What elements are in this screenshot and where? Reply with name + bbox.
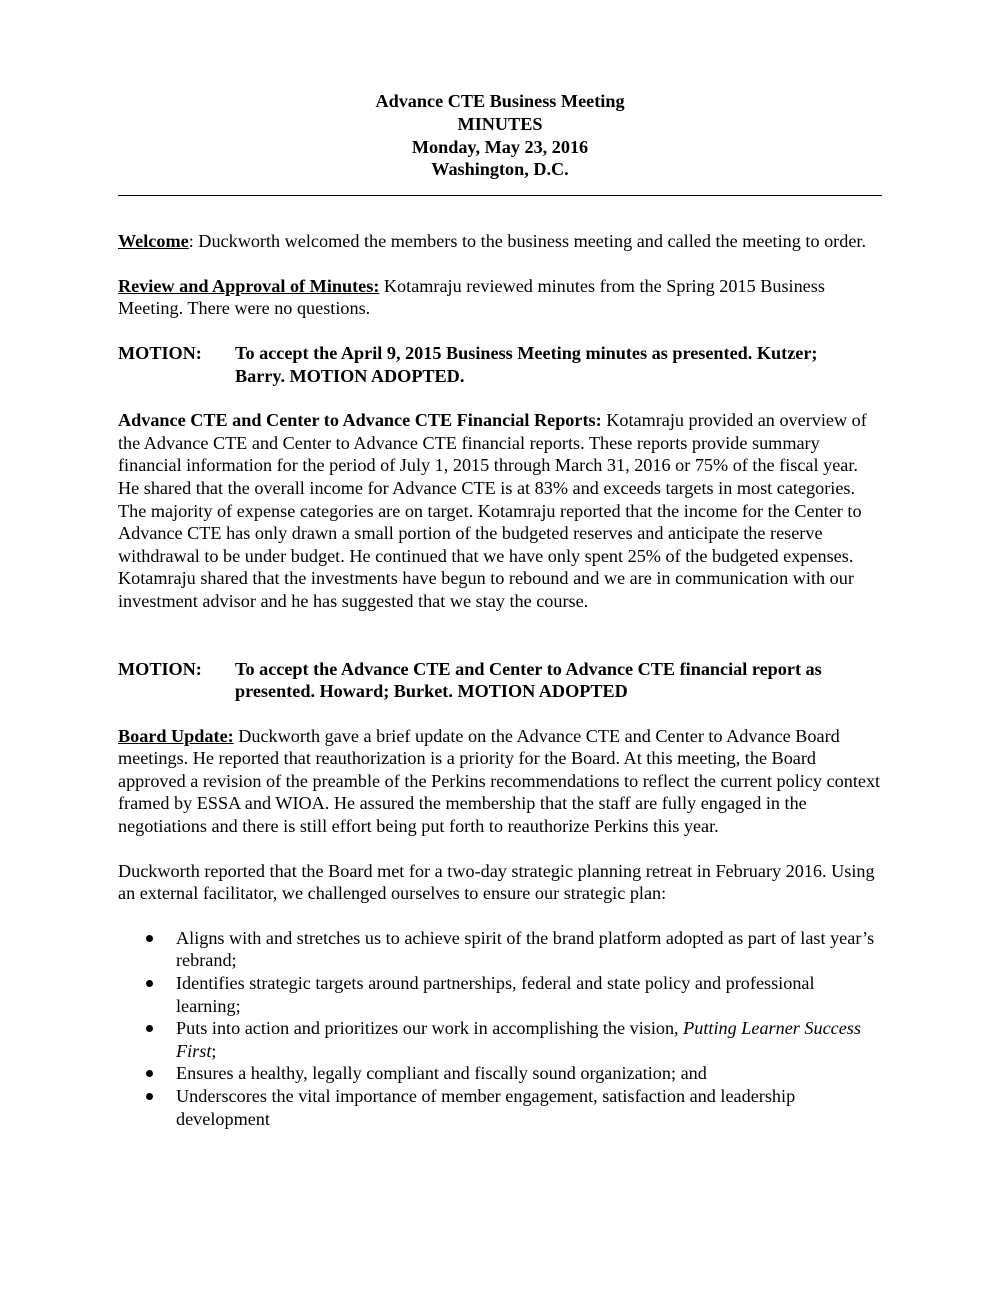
bullet-icon (146, 1093, 153, 1100)
financial-paragraph (118, 409, 882, 612)
review-text: Kotamraju reviewed minutes from the Spring 2015 Business Meeting. There were no questions. (118, 275, 825, 319)
minutes-title: MINUTES (457, 113, 543, 134)
meeting-location: Washington, D.C. (431, 159, 569, 180)
header-divider (118, 195, 882, 196)
motion-financial (118, 658, 882, 703)
board-heading: Board Update: (118, 725, 234, 746)
motion-label: MOTION: (118, 658, 202, 679)
vision-statement: Putting Learner Success First (176, 1018, 861, 1061)
welcome-text: : Duckworth welcomed the members to the business meeting and called the meeting to order. (188, 231, 867, 252)
document-header (118, 90, 882, 181)
motion-label: MOTION: (118, 342, 202, 363)
motion-minutes (118, 342, 882, 387)
meeting-date: Monday, May 23, 2016 (411, 136, 589, 157)
review-paragraph (118, 275, 882, 320)
list-item: Aligns with and stretches us to achieve spirit of the brand platform adopted as part of last year’s rebrand; (118, 927, 882, 972)
welcome-heading: Welcome (118, 231, 189, 252)
list-item: Puts into action and prioritizes our work in accomplishing the vision, Putting Learner Success First; (118, 1017, 882, 1062)
document-page (118, 90, 882, 1130)
list-item: Identifies strategic targets around partnerships, federal and state policy and professional learning; (118, 972, 882, 1017)
retreat-paragraph: Duckworth reported that the Board met for a two-day strategic planning retreat in February 2016. Using an external facilitator, we challenged ourselves to ensure our strategic plan: (118, 860, 875, 904)
financial-heading: Advance CTE and Center to Advance CTE Financial Reports: (118, 410, 602, 431)
review-heading: Review and Approval of Minutes: (118, 275, 380, 296)
bullet-icon (146, 935, 153, 942)
financial-text: Kotamraju provided an overview of the Advance CTE and Center to Advance CTE financial reports. These reports provide summary financial information for the period of July 1, 2015 through March 31, 2016 or 75% of the fiscal year. He shared that the overall income for Advance CTE is at 83% and exceeds targets in most categories. The majority of expense categories are on target. Kotamraju reported that the income for the Center to Advance CTE has only drawn a small portion of the budgeted reserves and anticipate the reserve withdrawal to be under budget. He continued that we have only spent 25% of the budgeted expenses. Kotamraju shared that the investments have begun to rebound and we are in communication with our investment advisor and he has suggested that we stay the course. (118, 410, 867, 611)
motion-text: To accept the April 9, 2015 Business Meeting minutes as presented. Kutzer; Barry. MOTION ADOPTED. (235, 342, 818, 386)
bullet-icon (146, 1070, 153, 1077)
board-text: Duckworth gave a brief update on the Advance CTE and Center to Advance Board meetings. He reported that reauthorization is a priority for the Board. At this meeting, the Board approved a revision of the preamble of the Perkins recommendations to reflect the current policy context framed by ESSA and WIOA. He assured the membership that the staff are fully engaged in the negotiations and there is still effort being put forth to reauthorize Perkins this year. (118, 725, 881, 837)
bullet-icon (146, 980, 153, 987)
board-paragraph (118, 725, 882, 838)
meeting-title: Advance CTE Business Meeting (375, 91, 625, 111)
welcome-paragraph (118, 230, 882, 253)
strategic-plan-list (118, 927, 882, 1130)
list-item: Underscores the vital importance of member engagement, satisfaction and leadership development (118, 1085, 882, 1130)
list-item: Ensures a healthy, legally compliant and fiscally sound organization; and (118, 1062, 882, 1085)
bullet-icon (146, 1025, 153, 1032)
motion-text: To accept the Advance CTE and Center to Advance CTE financial report as presented. Howard; Burket. MOTION ADOPTED (235, 658, 822, 702)
